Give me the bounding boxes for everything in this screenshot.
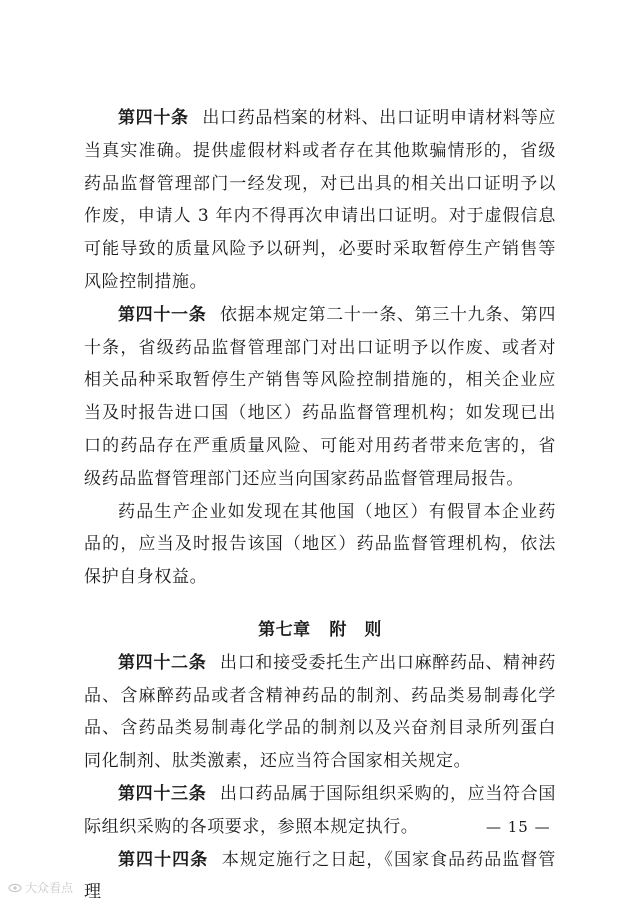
article-text: 本规定施行之日起，《国家食品药品监督管理 xyxy=(84,849,557,903)
article-42 xyxy=(84,647,556,778)
article-41 xyxy=(84,299,556,496)
eye-icon xyxy=(8,883,22,893)
article-heading: 第四十条 xyxy=(118,108,189,128)
article-heading: 第四十三条 xyxy=(118,783,207,804)
watermark xyxy=(8,879,73,896)
chapter-title: 附 则 xyxy=(329,619,382,640)
article-40 xyxy=(84,102,556,299)
chapter-heading xyxy=(84,614,556,647)
watermark-text: 大众看点 xyxy=(25,881,74,895)
article-text: 药品生产企业如发现在其他国（地区）有假冒本企业药品的，应当及时报告该国（地区）药品监督管理机构，依法保护自身权益。 xyxy=(84,501,556,588)
article-text: 出口药品属于国际组织采购的，应当符合国际组织采购的各项要求，参照本规定执行。 xyxy=(84,783,556,837)
article-44 xyxy=(84,844,556,909)
article-text: 出口和接受委托生产出口麻醉药品、精神药品、含麻醉药品或者含精神药品的制剂、药品类易制毒化学品、含药品类易制毒化学品的制剂以及兴奋剂目录所列蛋白同化制剂、肽类激素，还应当符合国家相关规定。 xyxy=(84,652,556,772)
article-heading: 第四十二条 xyxy=(118,652,207,673)
article-text: 依据本规定第二十一条、第三十九条、第四十条，省级药品监督管理部门对出口证明予以作废、或者对相关品种采取暂停生产销售等风险控制措施的，相关企业应当及时报告进口国（地区）药品监督管理机构；如发现已出口的药品存在严重质量风险、可能对用药者带来危害的，省级药品监督管理部门还应当向国家药品监督管理局报告。 xyxy=(84,304,556,489)
chapter-number: 第七章 xyxy=(258,619,311,640)
paragraph-counterfeit xyxy=(84,496,556,594)
article-text: 出口药品档案的材料、出口证明申请材料等应当真实准确。提供虚假材料或者存在其他欺骗情形的，省级药品监督管理部门一经发现，对已出具的相关出口证明予以作废，申请人 3 年内不得再次申请出口证明。对于虚假信息可能导致的质量风险予以研判，必要时采取暂停生产销售等风险控制措施。 xyxy=(84,108,556,292)
document-body xyxy=(84,102,556,909)
article-heading: 第四十四条 xyxy=(118,849,209,870)
article-heading: 第四十一条 xyxy=(118,304,207,325)
page-number: — 15 — xyxy=(486,818,551,836)
